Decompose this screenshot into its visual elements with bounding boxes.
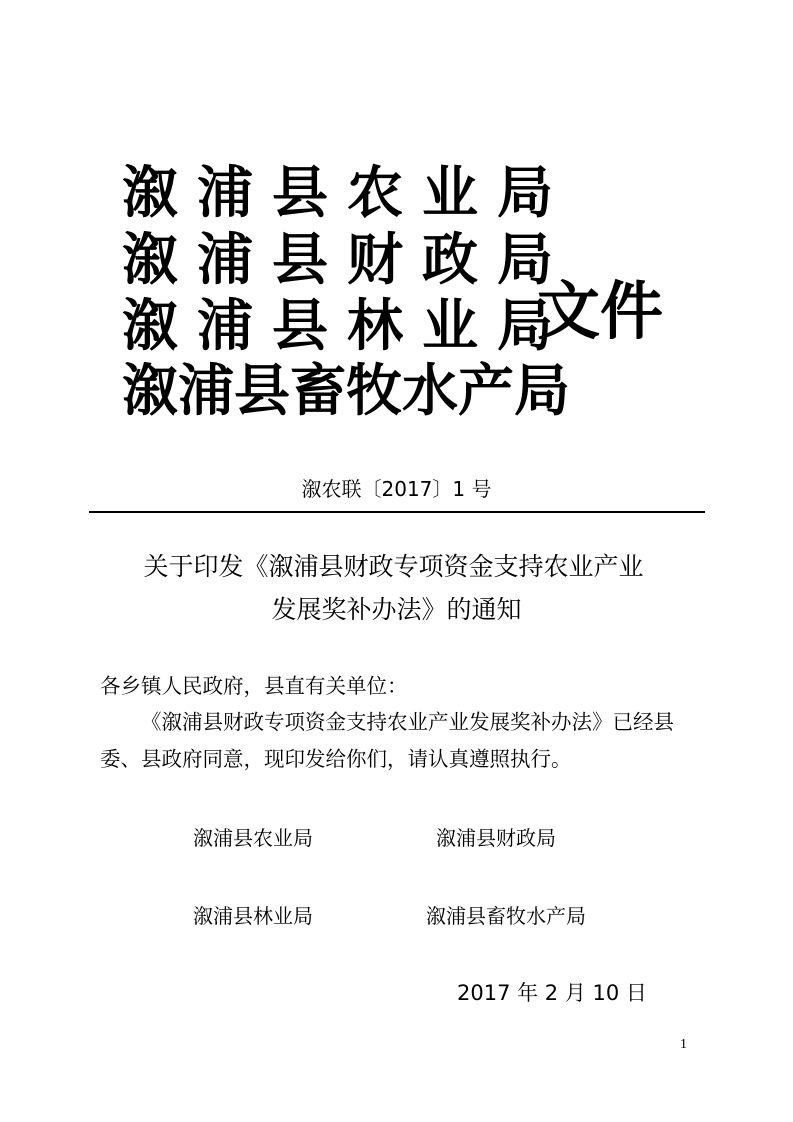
signature-finance-bureau: 溆浦县财政局 [436,826,556,850]
document-title-line-1: 关于印发《溆浦县财政专项资金支持农业产业 [143,552,644,581]
salutation: 各乡镇人民政府，县直有关单位： [100,674,408,698]
issuer-livestock-aquatic-bureau: 溆浦县畜牧水产局 [122,359,570,424]
issuer-finance-bureau: 溆浦县财政局 [122,228,572,293]
issuer-forestry-bureau: 溆浦县林业局 [122,294,572,359]
document-header-suffix: 文件 [537,275,663,348]
body-paragraph-line-1: 《溆浦县财政专项资金支持农业产业发展奖补办法》已经县 [141,710,674,734]
signature-forestry-bureau: 溆浦县林业局 [193,904,313,928]
body-paragraph-line-2: 委、县政府同意，现印发给你们，请认真遵照执行。 [100,747,572,771]
document-number: 溆农联〔2017〕1 号 [301,477,492,501]
signature-livestock-aquatic-bureau: 溆浦县畜牧水产局 [426,904,586,928]
header-divider [89,511,705,513]
issuer-agriculture-bureau: 溆浦县农业局 [122,161,572,226]
page-number: 1 [680,1037,687,1052]
document-date: 2017 年 2 月 10 日 [457,981,647,1005]
document-title-line-2: 发展奖补办法》的通知 [271,595,522,624]
signature-agriculture-bureau: 溆浦县农业局 [193,826,313,850]
